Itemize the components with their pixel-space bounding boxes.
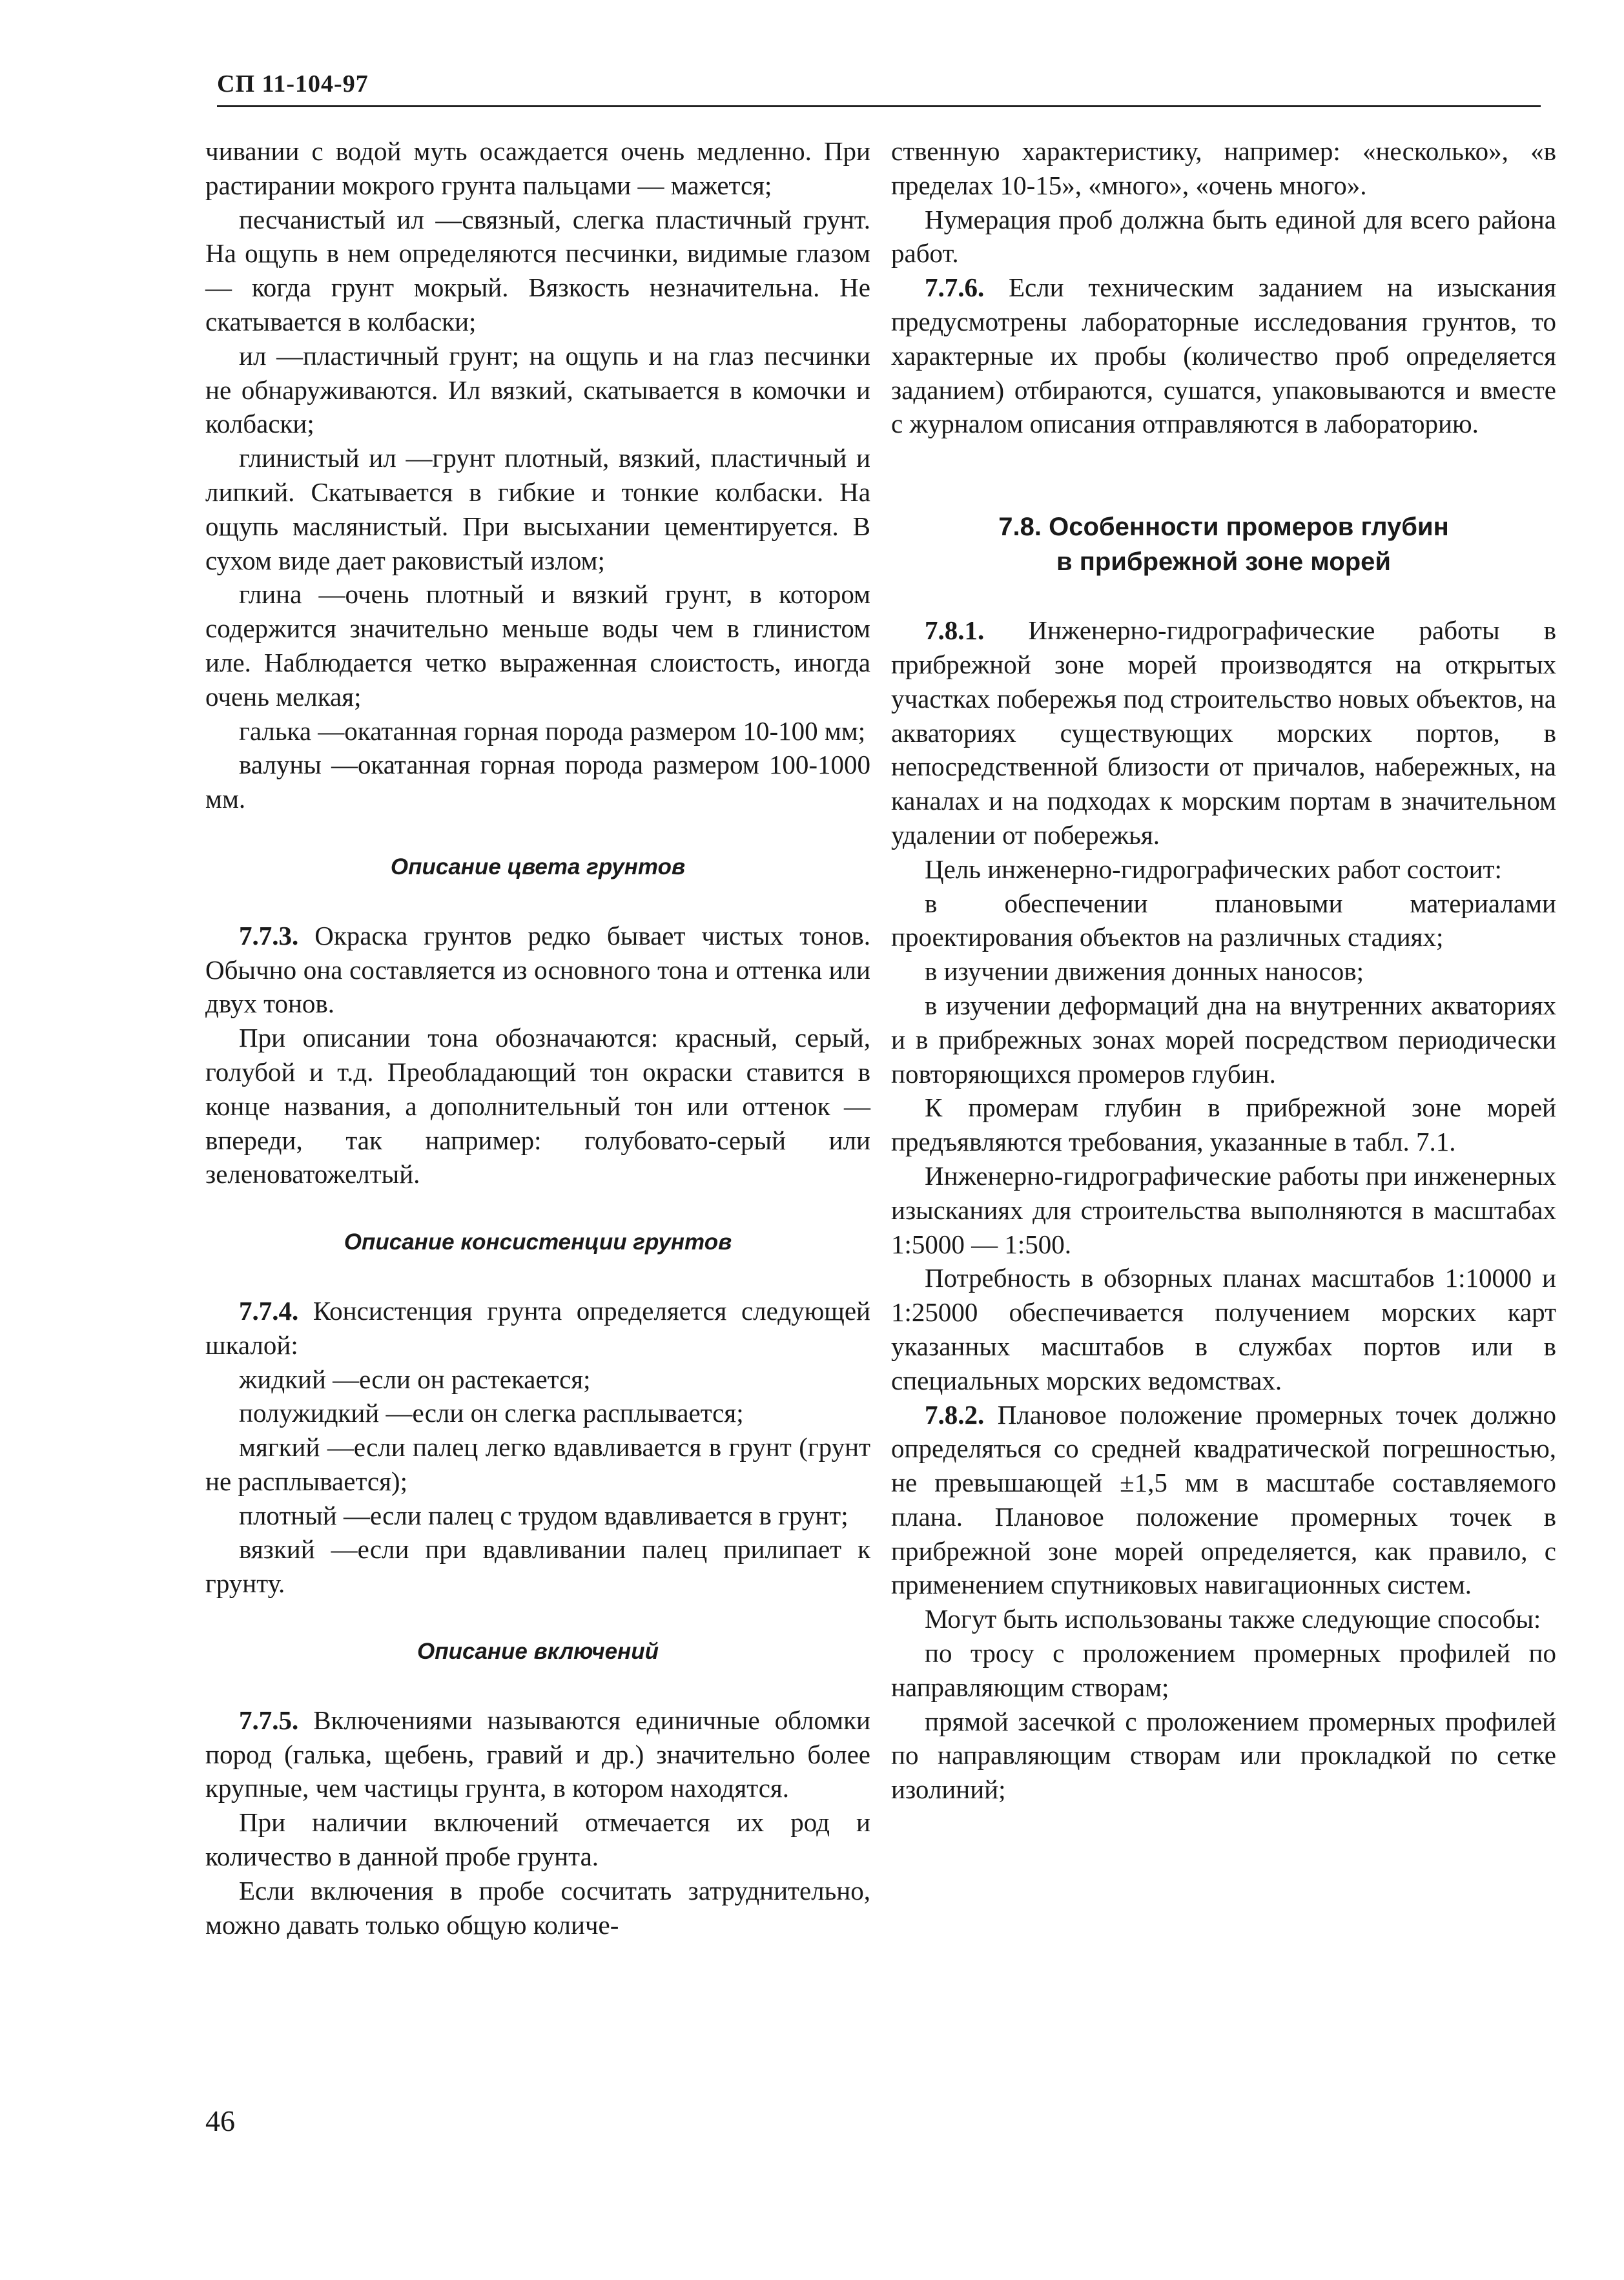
clause-text: Включениями называются единичные обломки пород (галька, щебень, гравий и др.) значительно более крупные, чем частицы грунта, в котором находятся.: [205, 1705, 870, 1803]
document-code: СП 11-104-97: [217, 70, 369, 98]
paragraph: в изучении движения донных наносов;: [925, 956, 1364, 987]
paragraph: [205, 1294, 870, 1362]
clause-number: 7.8.2.: [925, 1399, 985, 1430]
paragraph: Если включения в пробе сосчитать затруднительно, можно давать только общую количе-: [205, 1875, 870, 1940]
paragraph: полужидкий —если он слегка расплывается;: [239, 1398, 744, 1428]
clause-text: Плановое положение промерных точек должно определяться со средней квадратической погрешностью, не превышающей ±1,5 мм в масштабе составляемого плана. Плановое положение промерных точек в прибрежной зоне морей определяется, как правило, с применением спутниковых навигационных систем.: [891, 1399, 1556, 1600]
paragraph: ил —пластичный грунт; на ощупь и на глаз песчинки не обнаруживаются. Ил вязкий, скатывается в комочки и колбаски;: [205, 340, 870, 439]
paragraph: Потребность в обзорных планах масштабов 1:10000 и 1:25000 обеспечивается получением морских карт указанных масштабов в службах портов или в специальных морских ведомствах.: [891, 1263, 1556, 1395]
clause-number: 7.7.3.: [239, 920, 299, 950]
paragraph: При описании тона обозначаются: красный, серый, голубой и т.д. Преобладающий тон окраски ставится в конце названия, а дополнительный тон или оттенок —впереди, так например: голубовато-серый или зеленоватожелтый.: [205, 1023, 870, 1189]
paragraph: Цель инженерно-гидрографических работ состоит:: [925, 854, 1502, 884]
paragraph: [205, 919, 870, 1021]
paragraph: При наличии включений отмечается их род и количество в данной пробе грунта.: [205, 1807, 870, 1872]
paragraph: [205, 1703, 870, 1805]
section-heading-line-2: в прибрежной зоне морей: [1056, 548, 1391, 577]
paragraph: глина —очень плотный и вязкий грунт, в котором содержится значительно меньше воды чем в глинистом иле. Наблюдается четко выраженная слоистость, иногда очень мелкая;: [205, 579, 870, 712]
paragraph: мягкий —если палец легко вдавливается в грунт (грунт не расплывается);: [205, 1432, 870, 1496]
paragraph: чивании с водой муть осаждается очень медленно. При растирании мокрого грунта пальцами — мажется;: [205, 136, 870, 200]
clause-text: Консистенция грунта определяется следующей шкалой:: [205, 1295, 870, 1360]
clause-number: 7.8.1.: [925, 615, 985, 646]
clause-text: Если техническим заданием на изыскания предусмотрены лабораторные исследования грунтов, то характерные их пробы (количество проб определяется заданием) отбираются, сушатся, упаковываются и вместе с журналом описания отправляются в лабораторию.: [891, 272, 1556, 439]
paragraph: Могут быть использованы также следующие способы:: [925, 1604, 1541, 1634]
paragraph: прямой засечкой с проложением промерных профилей по направляющим створам или прокладкой по сетке изолиний;: [891, 1706, 1556, 1805]
header-rule: [217, 105, 1541, 107]
paragraph: в обеспечении плановыми материалами проектирования объектов на различных стадиях;: [891, 888, 1556, 952]
paragraph: песчанистый ил —связный, слегка пластичный грунт. На ощупь в нем определяются песчинки, видимые глазом — когда грунт мокрый. Вязкость незначительна. Не скатывается в колбаски;: [205, 204, 870, 336]
paragraph: [891, 271, 1556, 441]
section-heading-line-1: 7.8. Особенности промеров глубин: [998, 513, 1449, 542]
subheading-inclusions: Описание включений: [417, 1639, 659, 1665]
paragraph: галька —окатанная горная порода размером 10-100 мм;: [239, 715, 866, 746]
paragraph: жидкий —если он растекается;: [239, 1364, 591, 1394]
left-column: [205, 134, 870, 1942]
paragraph: К промерам глубин в прибрежной зоне морей предъявляются требования, указанные в табл. 7.1.: [891, 1093, 1556, 1157]
paragraph: глинистый ил —грунт плотный, вязкий, пластичный и липкий. Скатывается в гибкие и тонкие колбаски. На ощупь маслянистый. При высыхании цементируется. В сухом виде дает раковистый излом;: [205, 443, 870, 575]
right-column: [891, 134, 1556, 1807]
paragraph: вязкий —если при вдавливании палец прилипает к грунту.: [205, 1534, 870, 1599]
paragraph: плотный —если палец с трудом вдавливается в грунт;: [239, 1500, 848, 1530]
clause-number: 7.7.4.: [239, 1295, 299, 1326]
subheading-consistency: Описание консистенции грунтов: [344, 1229, 732, 1255]
paragraph: Нумерация проб должна быть единой для всего района работ.: [891, 204, 1556, 269]
page-number: 46: [205, 2104, 235, 2137]
paragraph: [891, 613, 1556, 852]
paragraph: валуны —окатанная горная порода размером 100-1000 мм.: [205, 750, 870, 814]
paragraph: [891, 1398, 1556, 1603]
paragraph: Инженерно-гидрографические работы при инженерных изысканиях для строительства выполняются в масштабах 1:5000 — 1:500.: [891, 1160, 1556, 1259]
clause-text: Инженерно-гидрографические работы в прибрежной зоне морей производятся на открытых участках побережья под строительство новых объектов, на акваториях существующих морских портов, в непосредственной близости от причалов, набережных, на каналах и на подходах к морским портам в значительном удалении от побережья.: [891, 615, 1556, 850]
clause-number: 7.7.6.: [925, 272, 985, 303]
paragraph: по тросу с проложением промерных профилей по направляющим створам;: [891, 1638, 1556, 1702]
subheading-color: Описание цвета грунтов: [390, 854, 686, 879]
clause-text: Окраска грунтов редко бывает чистых тонов. Обычно она составляется из основного тона и оттенка или двух тонов.: [205, 920, 870, 1019]
paragraph: ственную характеристику, например: «несколько», «в пределах 10-15», «много», «очень много».: [891, 136, 1556, 200]
clause-number: 7.7.5.: [239, 1705, 299, 1735]
paragraph: в изучении деформаций дна на внутренних акваториях и в прибрежных зонах морей посредством периодически повторяющихся промеров глубин.: [891, 990, 1556, 1089]
